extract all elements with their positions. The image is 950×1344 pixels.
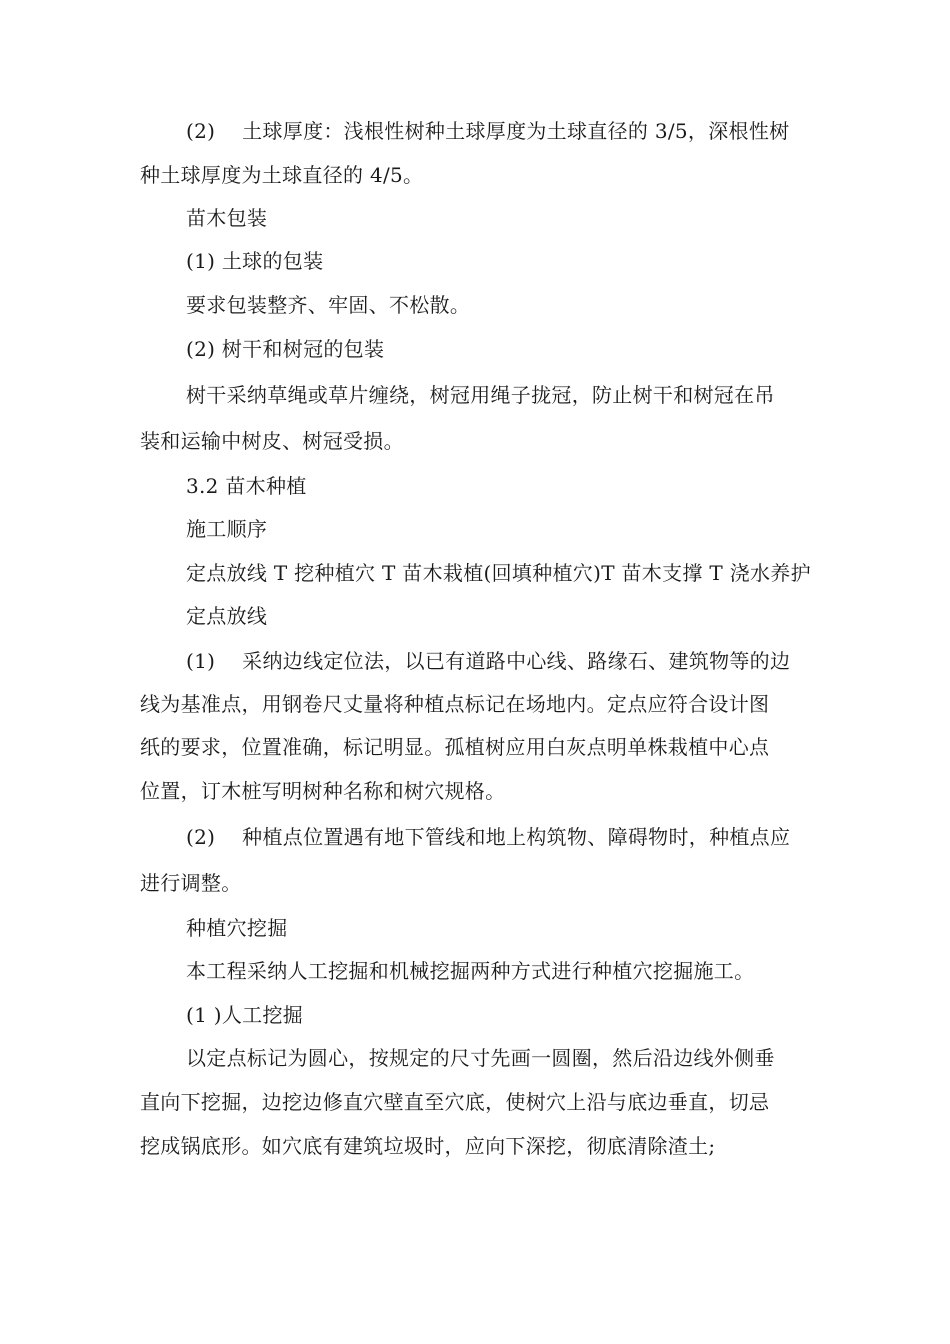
paragraph-line: 线为基准点，用钢卷尺丈量将种植点标记在场地内。定点应符合设计图 bbox=[140, 692, 770, 716]
paragraph-line: 进行调整。 bbox=[140, 871, 242, 895]
paragraph-line: 种土球厚度为土球直径的 4/5。 bbox=[140, 163, 424, 187]
section-heading: 施工顺序 bbox=[186, 517, 268, 541]
paragraph-line: 纸的要求，位置准确，标记明显。孤植树应用白灰点明单株栽植中心点 bbox=[140, 735, 770, 759]
paragraph-line: (1) 采纳边线定位法，以已有道路中心线、路缘石、建筑物等的边 bbox=[186, 649, 791, 673]
paragraph-line: 定点放线 T 挖种植穴 T 苗木栽植(回填种植穴)T 苗木支撑 T 浇水养护 bbox=[186, 561, 811, 585]
subsection-heading: (2) 树干和树冠的包装 bbox=[186, 337, 385, 361]
section-heading: 种植穴挖掘 bbox=[186, 916, 288, 940]
paragraph-line: 本工程采纳人工挖掘和机械挖掘两种方式进行种植穴挖掘施工。 bbox=[186, 959, 755, 983]
subsection-heading: (1 )人工挖掘 bbox=[186, 1003, 304, 1027]
paragraph-line: 直向下挖掘，边挖边修直穴壁直至穴底，使树穴上沿与底边垂直，切忌 bbox=[140, 1090, 770, 1114]
section-heading: 苗木包装 bbox=[186, 206, 268, 230]
section-heading: 3.2 苗木种植 bbox=[186, 474, 307, 498]
paragraph-line: (2) 土球厚度：浅根性树种土球厚度为土球直径的 3/5，深根性树 bbox=[186, 119, 790, 143]
paragraph-line: 以定点标记为圆心，按规定的尺寸先画一圆圈，然后沿边线外侧垂 bbox=[186, 1046, 775, 1070]
paragraph-line: 要求包装整齐、牢固、不松散。 bbox=[186, 293, 471, 317]
paragraph-line: 位置，订木桩写明树种名称和树穴规格。 bbox=[140, 779, 506, 803]
paragraph-line: (2) 种植点位置遇有地下管线和地上构筑物、障碍物时，种植点应 bbox=[186, 825, 791, 849]
section-heading: 定点放线 bbox=[186, 604, 268, 628]
paragraph-line: 挖成锅底形。如穴底有建筑垃圾时，应向下深挖，彻底清除渣土; bbox=[140, 1134, 716, 1158]
paragraph-line: 装和运输中树皮、树冠受损。 bbox=[140, 429, 404, 453]
paragraph-line: 树干采纳草绳或草片缠绕，树冠用绳子拢冠，防止树干和树冠在吊 bbox=[186, 383, 775, 407]
subsection-heading: (1) 土球的包装 bbox=[186, 249, 324, 273]
